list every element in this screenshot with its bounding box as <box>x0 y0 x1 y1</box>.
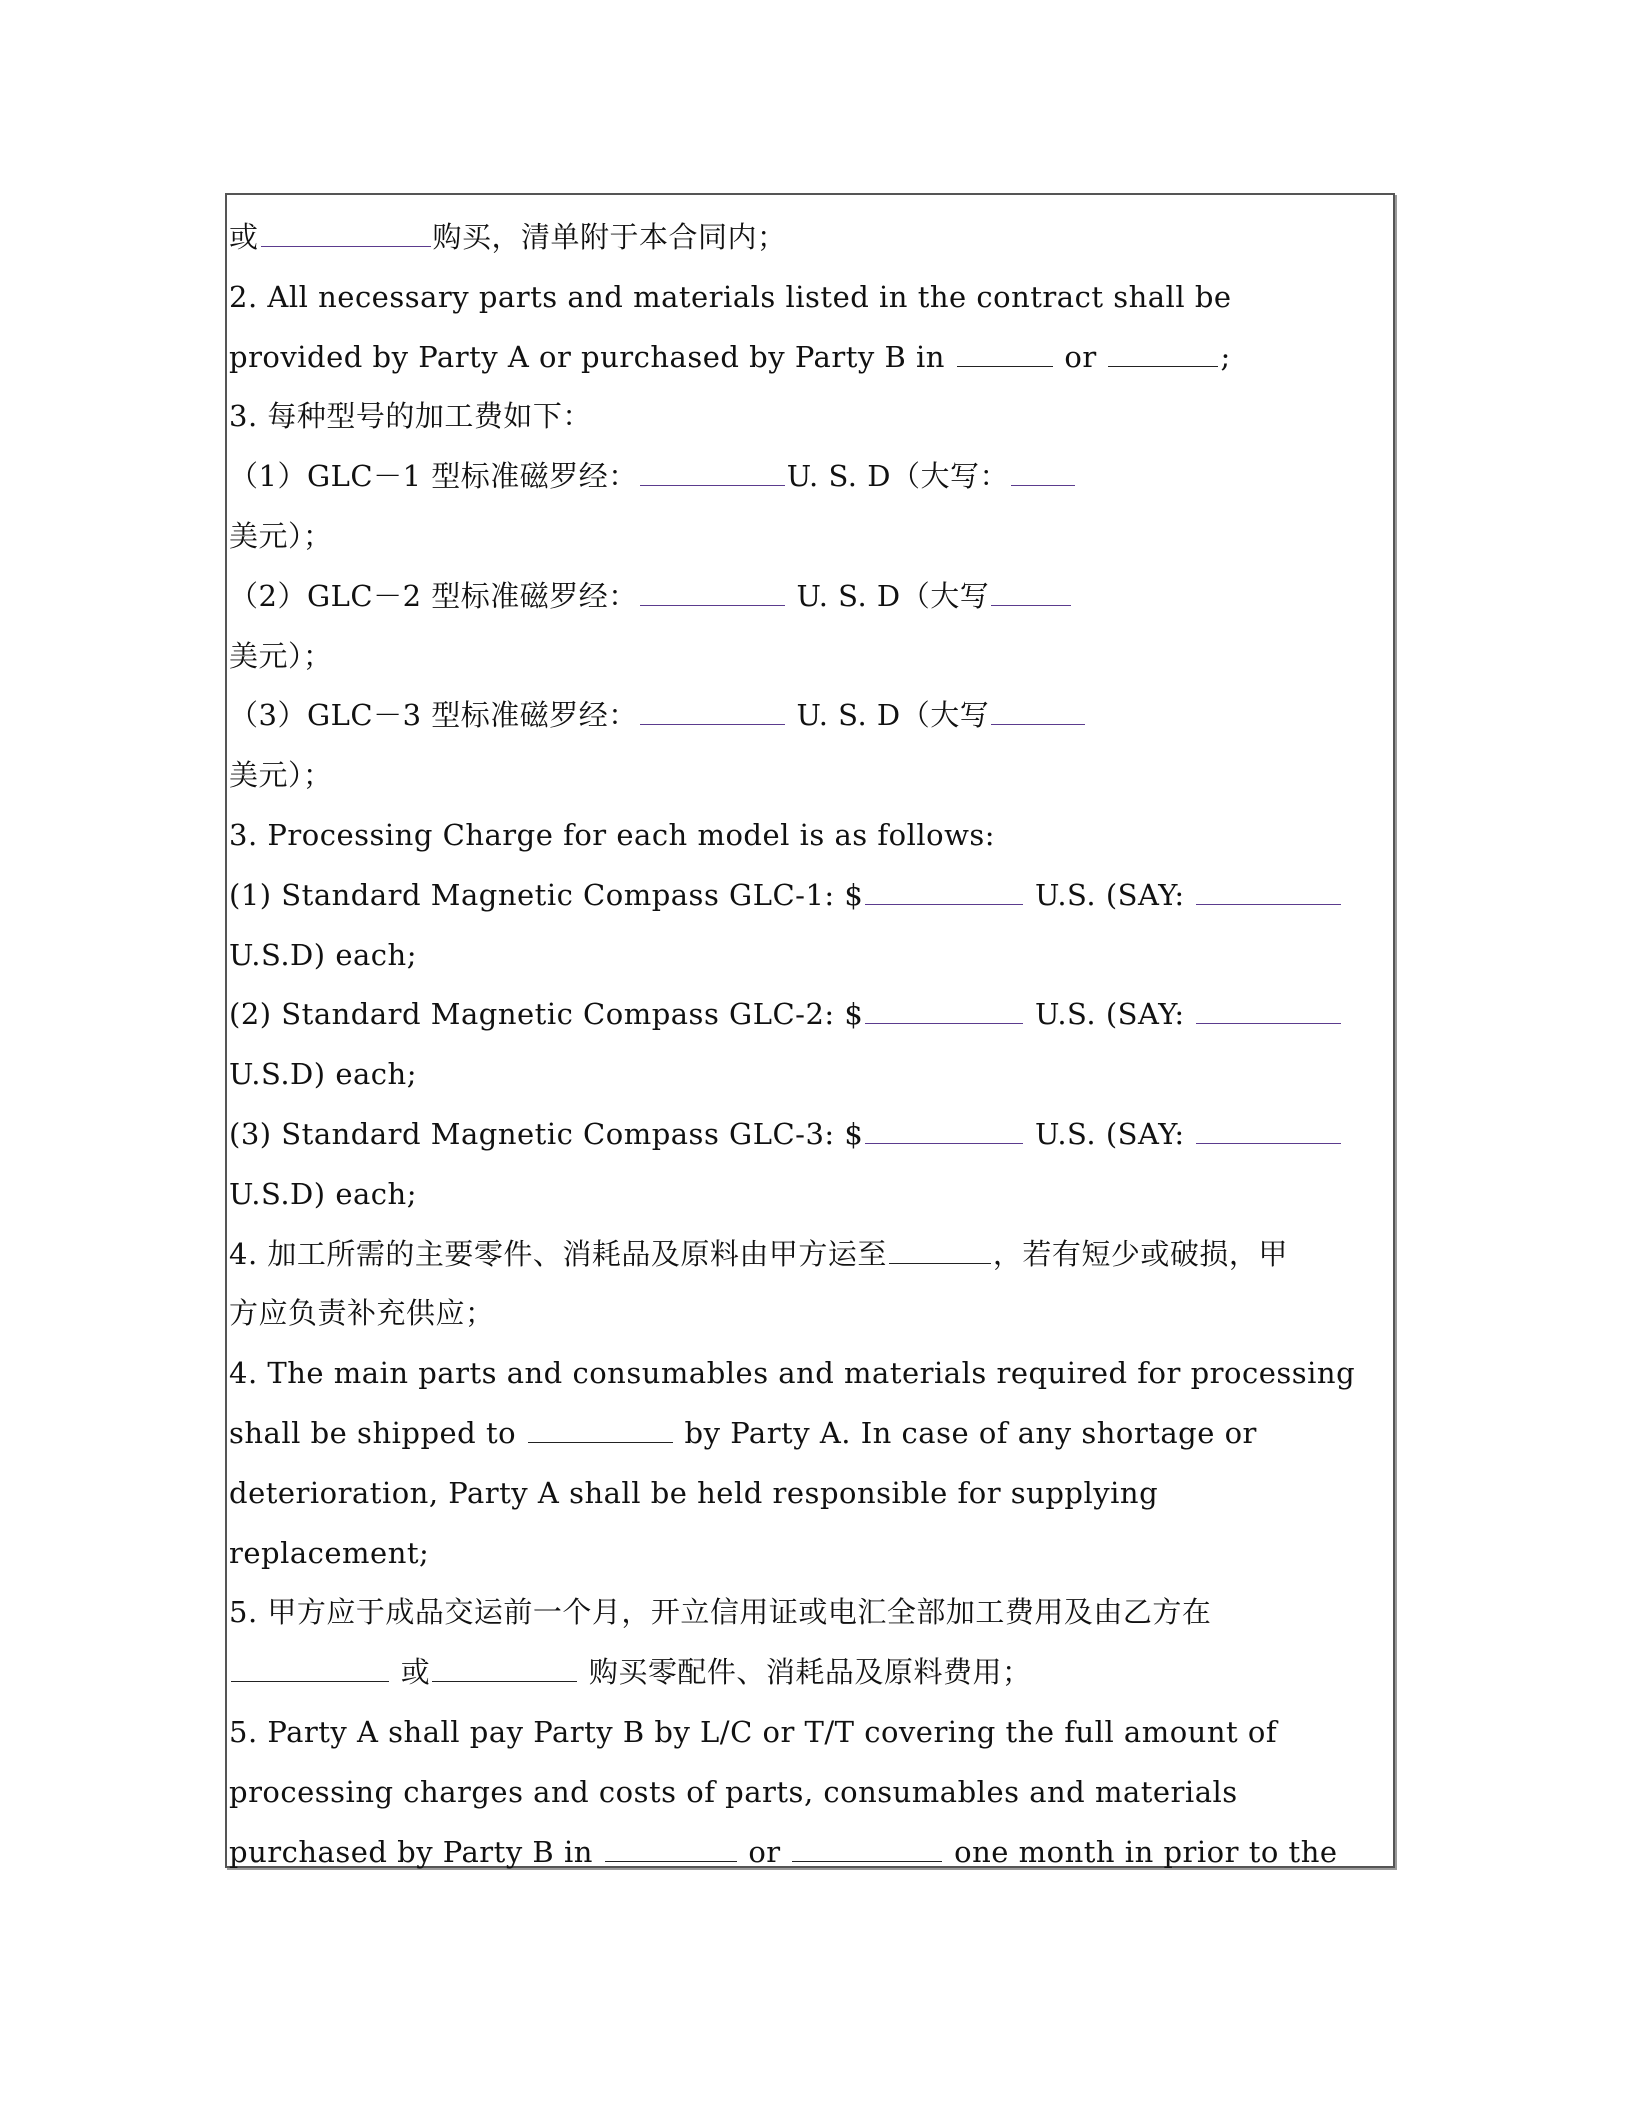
fill-in-blank[interactable] <box>640 575 785 606</box>
line-text: ; <box>1220 339 1231 374</box>
line-text: shall be shipped to <box>229 1415 526 1450</box>
line-text: ，若有短少或破损，甲 <box>992 1236 1288 1271</box>
text-line <box>229 447 1389 507</box>
text-line <box>229 1045 1389 1105</box>
fill-in-blank[interactable] <box>865 993 1023 1024</box>
line-text: U. S. D（大写 <box>786 698 990 733</box>
line-text: 3. 每种型号的加工费如下： <box>229 399 592 434</box>
line-text: U.S. (SAY: <box>1025 877 1195 912</box>
text-line <box>229 507 1389 567</box>
contract-body <box>229 208 1389 1882</box>
line-text: replacement; <box>229 1535 430 1570</box>
fill-in-blank[interactable] <box>640 694 785 725</box>
line-text: 美元）； <box>229 638 333 673</box>
text-line <box>229 1703 1389 1763</box>
text-line <box>229 1464 1389 1524</box>
text-line <box>229 1225 1389 1285</box>
line-text: 购买，清单附于本合同内； <box>432 220 787 254</box>
line-text: U.S.D) each; <box>229 1057 417 1092</box>
fill-in-blank[interactable] <box>432 1651 577 1682</box>
line-text: U.S.D) each; <box>229 1176 417 1211</box>
text-line <box>229 1284 1389 1344</box>
line-text: （2）GLC－2 型标准磁罗经： <box>229 578 638 613</box>
line-text: purchased by Party B in <box>229 1834 603 1869</box>
line-text: 2. All necessary parts and materials listed in the contract shall be <box>229 279 1232 314</box>
text-line <box>229 806 1389 866</box>
fill-in-blank[interactable] <box>231 1651 389 1682</box>
text-line <box>229 686 1389 746</box>
text-line <box>229 926 1389 986</box>
line-text: 美元）； <box>229 518 333 553</box>
line-text: 方应负责补充供应； <box>229 1296 495 1331</box>
line-text: 或 <box>391 1655 431 1690</box>
line-text: （1）GLC－1 型标准磁罗经： <box>229 459 638 494</box>
text-line <box>229 208 1389 268</box>
fill-in-blank[interactable] <box>991 694 1085 725</box>
fill-in-blank[interactable] <box>889 1233 991 1264</box>
text-line <box>229 1404 1389 1464</box>
line-text: U.S. (SAY: <box>1025 997 1195 1032</box>
text-line <box>229 1643 1389 1703</box>
text-line <box>229 387 1389 447</box>
line-text: 4. 加工所需的主要零件、消耗品及原料由甲方运至 <box>229 1236 887 1271</box>
text-line <box>229 627 1389 687</box>
fill-in-blank[interactable] <box>1011 455 1075 486</box>
fill-in-blank[interactable] <box>261 216 431 247</box>
fill-in-blank[interactable] <box>1196 874 1341 905</box>
line-text: （3）GLC－3 型标准磁罗经： <box>229 698 638 733</box>
line-text: 5. Party A shall pay Party B by L/C or T/T covering the full amount of <box>229 1714 1278 1749</box>
fill-in-blank[interactable] <box>957 336 1053 367</box>
text-line <box>229 1763 1389 1823</box>
text-line <box>229 567 1389 627</box>
fill-in-blank[interactable] <box>792 1831 942 1862</box>
line-text: or <box>1054 339 1107 374</box>
text-line <box>229 268 1389 328</box>
line-text: U.S. (SAY: <box>1025 1116 1195 1151</box>
line-text: provided by Party A or purchased by Party B in <box>229 339 955 374</box>
fill-in-blank[interactable] <box>640 455 785 486</box>
text-line <box>229 328 1389 388</box>
fill-in-blank[interactable] <box>865 1113 1023 1144</box>
line-text: or <box>738 1834 791 1869</box>
line-text: U. S. D（大写 <box>786 578 990 613</box>
line-text: 5. 甲方应于成品交运前一个月，开立信用证或电汇全部加工费用及由乙方在 <box>229 1595 1212 1630</box>
text-line <box>229 1583 1389 1643</box>
fill-in-blank[interactable] <box>605 1831 737 1862</box>
line-text: 美元）； <box>229 758 333 793</box>
fill-in-blank[interactable] <box>1196 1113 1341 1144</box>
line-text: U.S.D) each; <box>229 937 417 972</box>
text-line <box>229 1344 1389 1404</box>
fill-in-blank[interactable] <box>865 874 1023 905</box>
fill-in-blank[interactable] <box>991 575 1071 606</box>
line-text: deterioration, Party A shall be held responsible for supplying <box>229 1475 1159 1510</box>
line-text: by Party A. In case of any shortage or <box>674 1415 1257 1450</box>
text-line <box>229 866 1389 926</box>
line-text: 4. The main parts and consumables and materials required for processing <box>229 1356 1356 1391</box>
text-line <box>229 1165 1389 1225</box>
fill-in-blank[interactable] <box>528 1412 673 1443</box>
text-line <box>229 985 1389 1045</box>
text-line <box>229 1105 1389 1165</box>
text-line <box>229 1823 1389 1883</box>
line-text: one month in prior to the <box>944 1834 1338 1869</box>
line-text: 3. Processing Charge for each model is as follows: <box>229 817 996 852</box>
line-text: (1) Standard Magnetic Compass GLC-1: $ <box>229 877 864 912</box>
text-line <box>229 1524 1389 1584</box>
line-text: (2) Standard Magnetic Compass GLC-2: $ <box>229 997 864 1032</box>
fill-in-blank[interactable] <box>1108 336 1218 367</box>
fill-in-blank[interactable] <box>1196 993 1341 1024</box>
line-text: 购买零配件、消耗品及原料费用； <box>579 1655 1032 1690</box>
line-text: 或 <box>229 220 259 254</box>
line-text: (3) Standard Magnetic Compass GLC-3: $ <box>229 1116 864 1151</box>
text-line <box>229 746 1389 806</box>
line-text: U. S. D（大写： <box>786 459 1009 494</box>
line-text: processing charges and costs of parts, consumables and materials <box>229 1774 1238 1809</box>
